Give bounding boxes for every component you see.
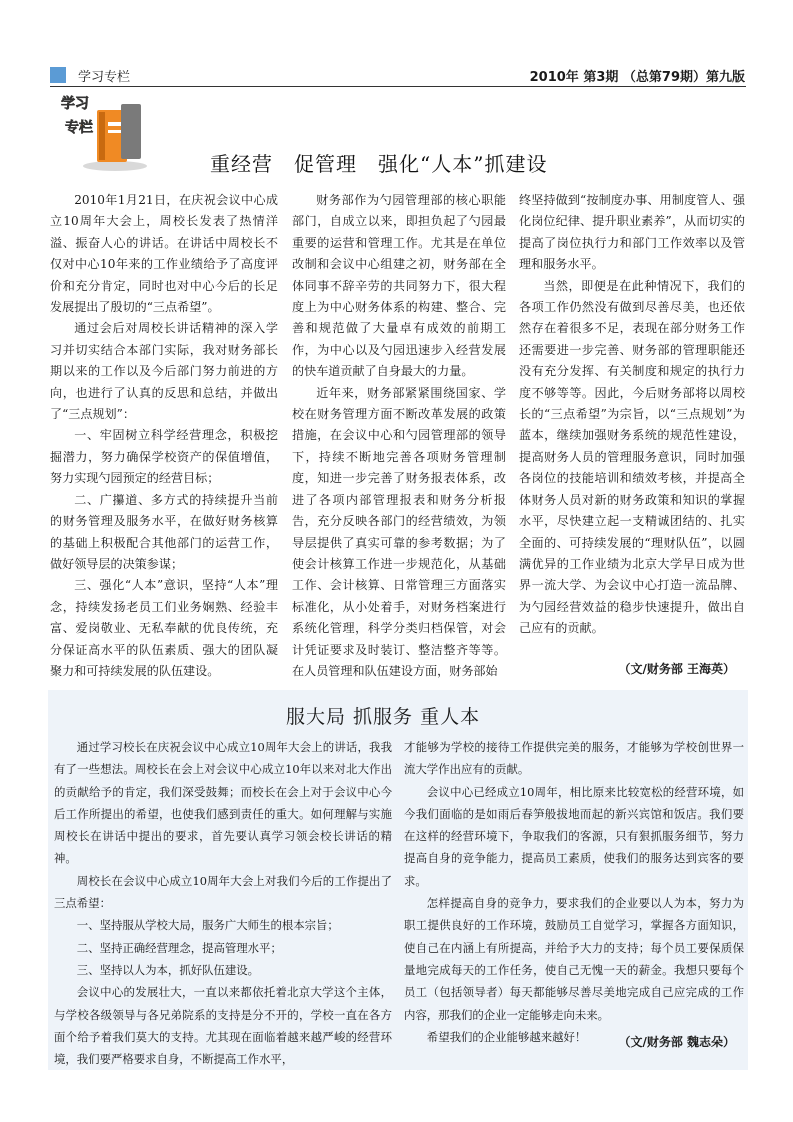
paragraph: 2010年1月21日，在庆祝会议中心成立10周年大会上，周校长发表了热情洋溢、振奋人心的讲话。在讲话中周校长不仅对中心10年来的工作业绩给予了高度评价和充分肯定，同时也对中心今后的长足发展提出了殷切的“三点希望”。	[50, 193, 278, 315]
paragraph: 通过会后对周校长讲话精神的深入学习并切实结合本部门实际，我对财务部长期以来的工作以及今后部门努力前进的方向，也进行了认真的反思和总结，并做出了“三点规划”：	[50, 321, 278, 422]
column-name: 学习专栏	[78, 70, 131, 85]
paragraph: 财务部作为勺园管理部的核心职能部门，自成立以来，即担负起了勺园最重要的运营和管理工作。尤其是在单位改制和会议中心组建之初，财务部在全体同事不辞辛劳的共同努力下，很大程度上为中心财务体系的构建、整合、完善和规范做了大量卓有成效的前期工作，为中心以及勺园迅速步入经营发展的快车道贡献了自身最大的力量。	[292, 193, 506, 379]
paragraph: 通过学习校长在庆祝会议中心成立10周年大会上的讲话，我我有了一些想法。周校长在会上对会议中心成立10年以来对北大作出的贡献给予的肯定，我们深受鼓舞；而校长在会上对于会议中心今后工作所提出的希望，也使我们感到责任的重大。如何理解与实施周校长在讲话中提出的要求，首先要认真学习领会校长讲话的精神。	[54, 740, 392, 866]
study-column-logo	[55, 92, 150, 172]
logo-text-line1: 学习	[61, 96, 89, 112]
header-divider	[50, 86, 746, 87]
article2-column-1	[54, 736, 392, 1070]
paragraph: 二、坚持正确经营理念，提高管理水平；	[76, 940, 282, 955]
paragraph: 终坚持做到“按制度办事、用制度管人、强化岗位纪律、提升职业素养”，从而切实的提高了岗位执行力和部门工作效率以及管理和服务水平。	[519, 193, 745, 272]
article1-column-2	[292, 190, 506, 682]
article1-column-1	[50, 190, 278, 682]
article2-author: （文/财务部 魏志朵）	[618, 1035, 735, 1049]
article1-author: （文/财务部 王海英）	[618, 662, 735, 676]
paragraph: 一、牢固树立科学经营理念，积极挖掘潜力，努力确保学校资产的保值增值，努力实现勺园预定的经营目标；	[50, 428, 278, 486]
paragraph: 当然，即便是在此种情况下，我们的各项工作仍然没有做到尽善尽美，也还依然存在着很多不足，表现在部分财务工作还需要进一步完善、财务部的管理职能还没有充分发挥、有关制度和规定的执行力度不够等等。因此，今后财务部将以周校长的“三点希望”为宗旨，以“三点规划”为蓝本，继续加强财务系统的规范性建设，提高财务人员的管理服务意识，同时加强各岗位的技能培训和绩效考核，并提高全体财务人员对新的财务政策和知识的掌握水平，尽快建立起一支精诚团结的、扎实全面的、可持续发展的“理财队伍”，以圆满优异的工作业绩为北京大学早日成为世界一流大学、为会议中心打造一流品牌、为勺园经营效益的稳步快速提升，做出自己应有的贡献。	[519, 278, 745, 636]
article2-title: 服大局 抓服务 重人本	[286, 706, 481, 728]
article2-column-2	[404, 736, 744, 1048]
paragraph: 近年来，财务部紧紧围绕国家、学校在财务管理方面不断改革发展的政策措施，在会议中心和勺园管理部的领导下，持续不断地完善各项财务管理制度，知进一步完善了财务报表体系，改进了各项内部管理报表和财务分析报告，充分反映各部门的经营绩效，为领导层提供了真实可靠的参考数据；为了使会计核算工作进一步规范化，从基础工作、会计核算、日常管理三方面落实标准化，从小处着手，对财务档案进行系统化管理，科学分类归档保管，对会计凭证要求及时装订、整洁整齐等等。在人员管理和队伍建设方面，财务部始	[292, 385, 506, 678]
paragraph: 三、坚持以人为本，抓好队伍建设。	[76, 962, 260, 977]
paragraph: 希望我们的企业能够越来越好！	[426, 1029, 587, 1044]
issue-info: 2010年 第3期 （总第79期）第九版	[529, 70, 745, 85]
book-back-icon	[121, 104, 141, 159]
paragraph: 会议中心的发展壮大，一直以来都依托着北京大学这个主体，与学校各级领导与各兄弟院系的支持是分不开的，学校一直在各方面个给予着我们莫大的支持。尤其现在面临着越来越严峻的经营环境，我们要严格要求自身，不断提高工作水平，	[54, 985, 392, 1067]
paragraph: 会议中心已经成立10周年，相比原来比较宽松的经营环境，如今我们面临的是如雨后春笋般拔地而起的新兴宾馆和饭店。我们要在这样的经营环境下，争取我们的客源，只有狠抓服务细节，努力提高自身的竞争能力，提高员工素质，使我们的服务达到宾客的要求。	[404, 784, 744, 888]
paragraph: 二、广攥道、多方式的持续提升当前的财务管理及服务水平，在做好财务核算的基础上积极配合其他部门的运营工作，做好领导层的决策参谋；	[50, 492, 278, 571]
section-marker	[50, 67, 66, 83]
paragraph: 才能够为学校的接待工作提供完美的服务，才能够为学校创世界一流大学作出应有的贡献。	[404, 740, 744, 777]
article1-column-3	[519, 190, 745, 640]
paragraph: 一、坚持服从学校大局，服务广大师生的根本宗旨；	[76, 918, 339, 933]
paragraph: 怎样提高自身的竞争力，要求我们的企业要以人为本，努力为职工提供良好的工作环境，鼓励员工自觉学习，掌握各方面知识，使自己在内涵上有所提高，并给予大力的支持；每个员工要保质保量地完成每天的工作任务，使自己无愧一天的薪金。我想只要每个员工（包括领导者）每天都能够尽善尽美地完成自己应完成的工作内容，那我们的企业一定能够走向未来。	[404, 896, 744, 1022]
article1-title: 重经营 促管理 强化“人本”抓建设	[210, 152, 548, 176]
paragraph: 周校长在会议中心成立10周年大会上对我们今后的工作提出了三点希望：	[54, 873, 392, 911]
logo-shadow	[83, 161, 147, 171]
logo-text-line2: 专栏	[65, 120, 93, 136]
paragraph: 三、强化“人本”意识，坚持“人本”理念，持续发扬老员工们业务娴熟、经验丰富、爱岗敬业、无私奉献的优良传统，充分保证高水平的队伍素质、强大的团队凝聚力和可持续发展的队伍建设。	[50, 578, 278, 678]
